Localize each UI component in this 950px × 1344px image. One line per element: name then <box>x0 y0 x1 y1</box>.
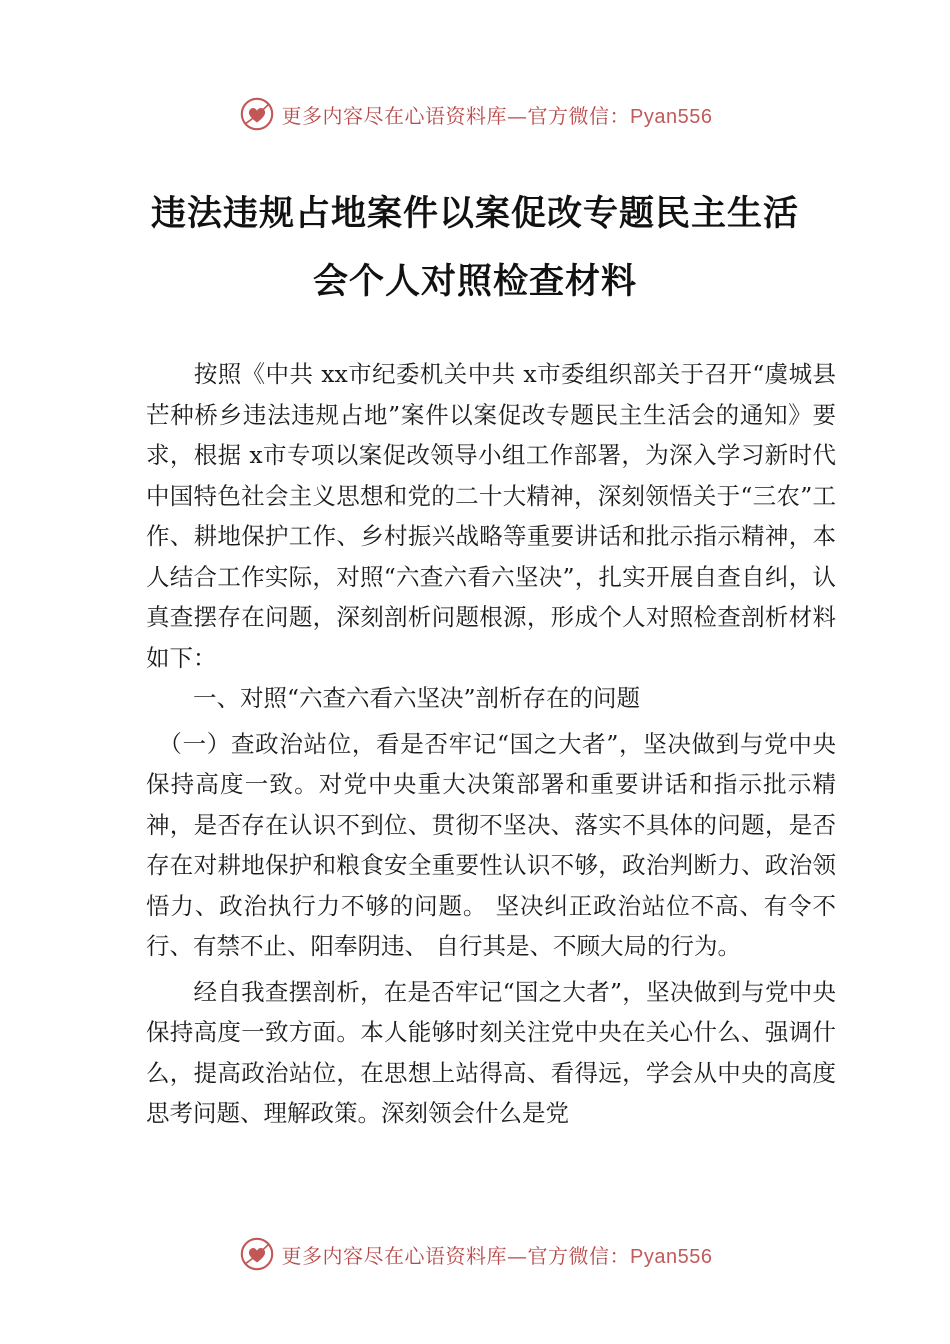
heart-logo-icon <box>238 1235 276 1273</box>
document-title-line-1: 违法违规占地案件以案促改专题民主生活 <box>150 194 799 234</box>
header-banner <box>0 92 950 136</box>
body-paragraph: 经自我查摆剖析，在是否牢记“国之大者”，坚决做到与党中央保持高度一致方面。本人能够时刻关注党中央在关心什么、强调什么，提高政治站位，在思想上站得高、看得远，学会从中央的高度思考问题、理解政策。深刻领会什么是党 <box>146 977 836 1127</box>
wechat-id: Pyan556 <box>630 1245 713 1268</box>
body-paragraph: （一）查政治站位，看是否牢记“国之大者”，坚决做到与党中央保持高度一致。对党中央重大决策部署和重要讲话和指示批示精神，是否存在认识不到位、贯彻不坚决、落实不具体的问题，是否存在对耕地保护和粮食安全重要性认识不够，政治判断力、政治领悟力、政治执行力不够的问题。 坚决纠正政治站位不高、有令不行、有禁不止、阳奉阴违、 自行其是、不顾大局的行为。 <box>146 729 836 960</box>
heart-logo-icon <box>238 95 276 133</box>
document-body <box>146 354 836 1134</box>
banner-text <box>282 1240 713 1269</box>
banner-text <box>282 100 713 129</box>
banner-slogan: 更多内容尽在心语资料库—官方微信： <box>281 1243 631 1268</box>
footer-banner <box>0 1232 950 1276</box>
wechat-id: Pyan556 <box>630 105 713 128</box>
body-paragraph: 按照《中共 xx市纪委机关中共 x市委组织部关于召开“虞城县芒种桥乡违法违规占地”案件以案促改专题民主生活会的通知》要求，根据 x市专项以案促改领导小组工作部署，为深入学习新时代中国特色社会主义思想和党的二十大精神，深刻领悟关于“三农”工作、耕地保护工作、乡村振兴战略等重要讲话和批示指示精神，本人结合工作实际，对照“六查六看六坚决”，扎实开展自查自纠，认真查摆存在问题，深刻剖析问题根源，形成个人对照检查剖析材料如下： <box>146 360 836 672</box>
document-title-line-2: 会个人对照检查材料 <box>312 262 637 302</box>
banner-slogan: 更多内容尽在心语资料库—官方微信： <box>281 103 631 128</box>
section-heading: 一、对照“六查六看六坚决”剖析存在的问题 <box>146 684 641 712</box>
